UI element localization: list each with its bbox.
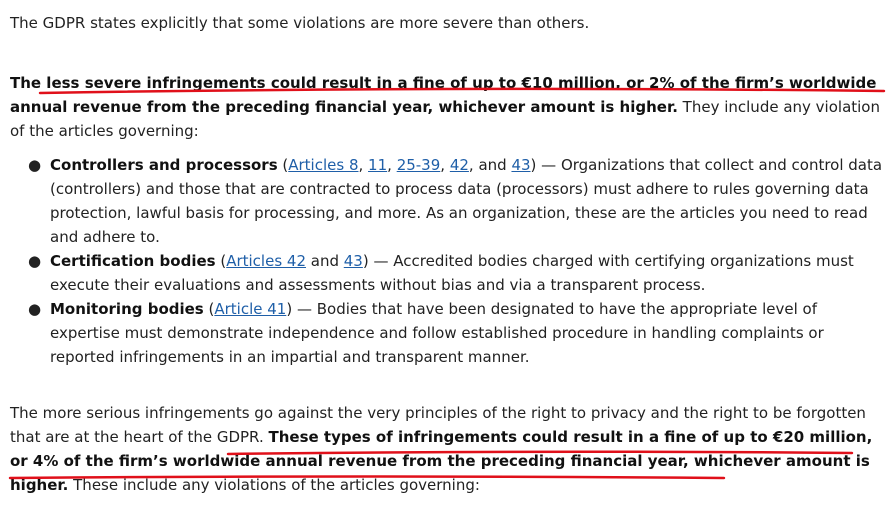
list-item-description: — Accredited bodies charged with certifying organizations must execute their evaluations and assessments without bias and via a transparent process. [50, 252, 854, 294]
list-item-monitoring: ● Monitoring bodies (Article 41) — Bodies that have been designated to have the appropriate level of expertise must demonstrate independence and follow established procedure in handling complaints or reported infringements in an impartial and transparent manner. [50, 297, 888, 369]
more-serious-lead-text: The more serious infringements go against the very principles of the right to privacy and the right to be forgotten that are at the heart of the GDPR. [10, 404, 866, 446]
more-serious-tail-text: These include any violations of the articles governing: [68, 476, 480, 494]
article-link-43[interactable]: 43 [511, 156, 531, 174]
article-link-43[interactable]: 43 [343, 252, 363, 270]
list-item-controllers: ● Controllers and processors (Articles 8, 11, 25-39, 42, and 43) — Organizations that collect and control data (controllers) and those that are contracted to process data (processors) must adhere to rules governing data protection, lawful basis for processing, and more. As an organization, these are the articles you need to read and adhere to. [50, 153, 888, 249]
list-item-description: — Organizations that collect and control data (controllers) and those that are contracted to process data (processors) must adhere to rules governing data protection, lawful basis for processing, and more. As an organization, these are the articles you need to read and adhere to. [50, 156, 883, 246]
bullet-icon: ● [28, 156, 42, 174]
more-serious-paragraph [10, 401, 890, 497]
list-item-title: Monitoring bodies [50, 300, 204, 318]
article-link-8[interactable]: Articles 8 [288, 156, 359, 174]
less-severe-tail-text: They include any violation of the articles governing: [10, 98, 880, 140]
less-severe-paragraph [10, 71, 890, 143]
less-severe-fine-text: The less severe infringements could result in a fine of up to €10 million, or 2% of the firm’s worldwide annual revenue from the preceding financial year, whichever amount is higher. [10, 74, 877, 116]
list-item-title: Controllers and processors [50, 156, 278, 174]
article-link-41[interactable]: Article 41 [214, 300, 287, 318]
bullet-icon: ● [28, 300, 42, 318]
article-list [10, 153, 888, 369]
intro-paragraph: The GDPR states explicitly that some violations are more severe than others. [10, 14, 590, 32]
article-link-42[interactable]: Articles 42 [226, 252, 306, 270]
article-link-42[interactable]: 42 [449, 156, 469, 174]
list-item-certification: ● Certification bodies (Articles 42 and 43) — Accredited bodies charged with certifying organizations must execute their evaluations and assessments without bias and via a transparent process. [50, 249, 888, 297]
bullet-icon: ● [28, 252, 42, 270]
article-link-11[interactable]: 11 [368, 156, 388, 174]
article-link-25-39[interactable]: 25-39 [396, 156, 441, 174]
list-item-description: — Bodies that have been designated to have the appropriate level of expertise must demonstrate independence and follow established procedure in handling complaints or reported infringements in an impartial and transparent manner. [50, 300, 824, 366]
more-serious-fine-text: These types of infringements could result in a fine of up to €20 million, or 4% of the firm’s worldwide annual revenue from the preceding financial year, whichever amount is higher. [10, 428, 873, 494]
list-item-title: Certification bodies [50, 252, 216, 270]
